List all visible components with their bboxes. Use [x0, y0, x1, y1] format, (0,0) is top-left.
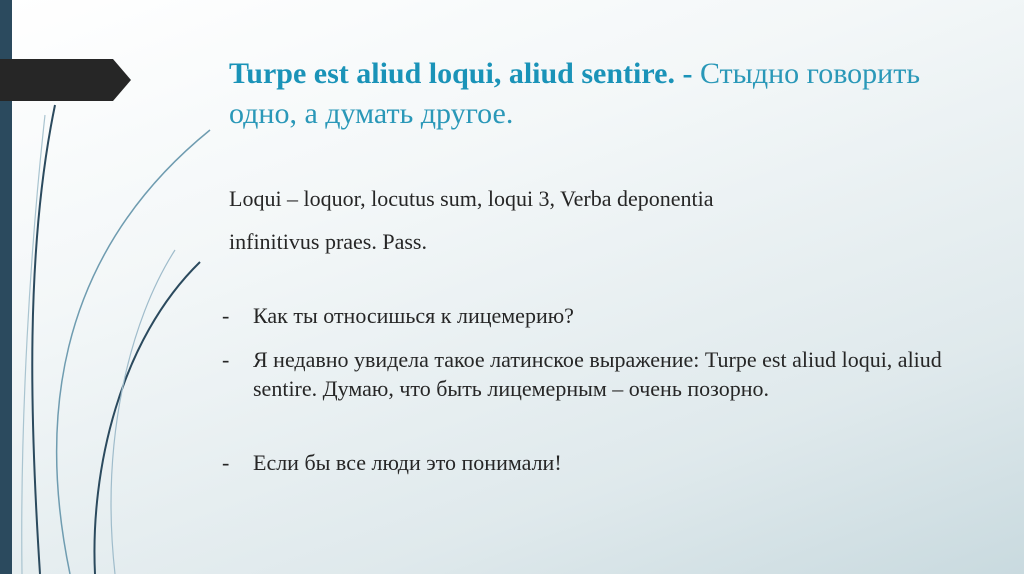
title-translation: Стыдно говорить одно, а думать другое.: [229, 57, 921, 130]
dialogue-item: [222, 448, 982, 477]
dialogue-item: [222, 345, 982, 403]
slide-title: [229, 54, 969, 134]
title-arrow-tab: [0, 59, 131, 101]
dialogue-text: Я недавно увидела такое латинское выражение: Turpe est aliud loqui, aliud sentire. Думаю, что быть лицемерным – очень позорно.: [253, 347, 942, 401]
grammar-line-1: Loqui – loquor, locutus sum, loqui 3, Verba deponentia: [229, 186, 714, 211]
curve-line: [57, 130, 210, 574]
dialogue-item: [222, 301, 982, 330]
title-latin: Turpe est aliud loqui, aliud sentire. -: [229, 57, 693, 90]
curve-line: [111, 250, 175, 574]
curve-line: [94, 262, 200, 574]
arrow-tab-shape: [0, 59, 131, 101]
grammar-line-2: infinitivus praes. Pass.: [229, 229, 427, 254]
dash-marker: -: [222, 450, 230, 475]
dash-marker: -: [222, 303, 230, 328]
dialogue-text: Если бы все люди это понимали!: [253, 450, 562, 475]
dialogue-text: Как ты относишься к лицемерию?: [253, 303, 574, 328]
curve-line: [32, 105, 55, 574]
dash-marker: -: [222, 347, 230, 372]
